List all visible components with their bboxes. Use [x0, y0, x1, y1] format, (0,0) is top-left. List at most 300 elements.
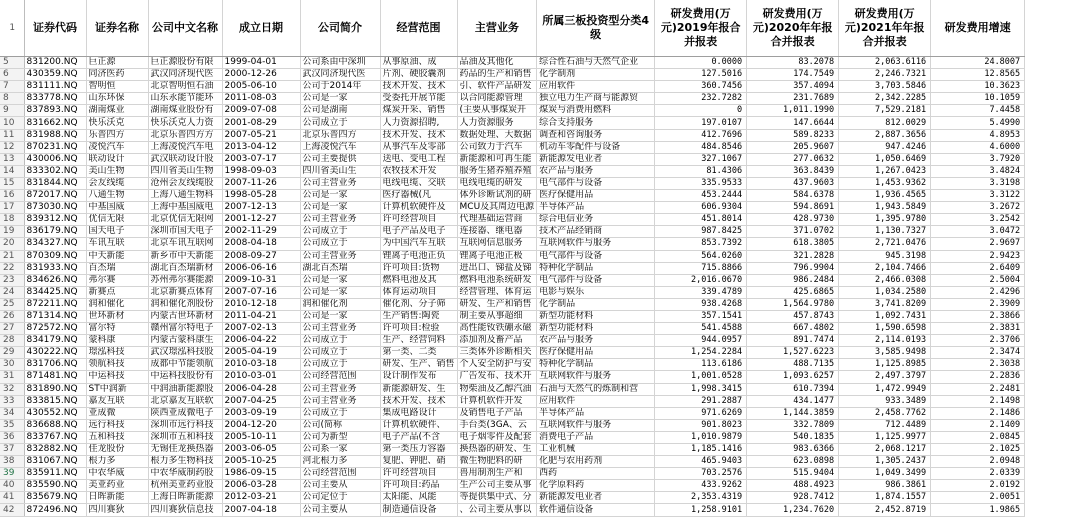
cell-name[interactable]: 百杰瑞 [86, 262, 148, 274]
cell-rd2019[interactable]: 541.4588 [655, 323, 747, 335]
cell-code[interactable]: 871314.NQ [24, 310, 86, 322]
cell-rd2021[interactable]: 947.4246 [839, 141, 931, 153]
cell-full-name[interactable]: 湖南煤业股份有 [148, 105, 222, 117]
cell-name[interactable]: 中运科技 [86, 371, 148, 383]
cell-code[interactable]: 872496.NQ [24, 504, 86, 516]
cell-growth[interactable]: 2.3038 [931, 359, 1025, 371]
cell-scope[interactable]: 片剂、硬胶囊剂 [380, 69, 457, 81]
cell-full-name[interactable]: 湖北百杰瑞新材 [148, 262, 222, 274]
cell-scope[interactable]: 许可项目:药品 [380, 480, 457, 492]
cell-rd2021[interactable]: 1,943.5849 [839, 202, 931, 214]
cell-intro[interactable]: 上海凌悦汽车 [300, 141, 380, 153]
cell-code[interactable]: 871481.NQ [24, 371, 86, 383]
cell-rd2020[interactable]: 428.9730 [747, 214, 839, 226]
cell-scope[interactable]: 锂离子电池正负 [380, 250, 457, 262]
cell-rd2019[interactable]: 484.8546 [655, 141, 747, 153]
cell-name[interactable]: 远行科技 [86, 419, 148, 431]
cell-intro[interactable]: 湖北百杰瑞 [300, 262, 380, 274]
cell-rd2019[interactable]: 1,185.1416 [655, 444, 747, 456]
cell-code[interactable]: 835590.NQ [24, 480, 86, 492]
cell-rd2020[interactable]: 986.2484 [747, 274, 839, 286]
cell-name[interactable]: 美山生物 [86, 165, 148, 177]
cell-name[interactable]: 美亚药业 [86, 480, 148, 492]
cell-growth[interactable]: 2.0051 [931, 492, 1025, 504]
row-number[interactable]: 21 [0, 250, 24, 262]
cell-full-name[interactable]: 四川赛狄信息技 [148, 504, 222, 516]
row-number[interactable]: 40 [0, 480, 24, 492]
cell-founded[interactable]: 2011-04-21 [222, 310, 300, 322]
cell-business[interactable]: 三类体外诊断相关 [457, 347, 537, 359]
row-number[interactable]: 38 [0, 456, 24, 468]
cell-rd2021[interactable]: 1,125.9977 [839, 431, 931, 443]
cell-rd2019[interactable]: 938.4268 [655, 298, 747, 310]
row-number[interactable]: 34 [0, 407, 24, 419]
cell-business[interactable]: 新能源和可再生能 [457, 153, 537, 165]
cell-intro[interactable]: 四川省美山生 [300, 165, 380, 177]
cell-scope[interactable]: 送电、变电工程 [380, 153, 457, 165]
cell-intro[interactable]: 公司系由中深圳 [300, 57, 380, 69]
cell-growth[interactable]: 3.2672 [931, 202, 1025, 214]
cell-name[interactable]: 五和科技 [86, 431, 148, 443]
cell-industry[interactable]: 医疗保健用品 [537, 347, 655, 359]
cell-rd2020[interactable]: 83.2078 [747, 57, 839, 69]
cell-business[interactable]: 生产公司主要从事 [457, 480, 537, 492]
cell-business[interactable]: 等提供集中式、分 [457, 492, 537, 504]
cell-code[interactable]: 835679.NQ [24, 492, 86, 504]
cell-code[interactable]: 872017.NQ [24, 190, 86, 202]
cell-rd2020[interactable]: 231.7689 [747, 93, 839, 105]
cell-rd2019[interactable]: 453.2444 [655, 190, 747, 202]
cell-name[interactable]: 润和催化 [86, 298, 148, 310]
cell-growth[interactable]: 24.8007 [931, 57, 1025, 69]
cell-full-name[interactable]: 内蒙古世环新材 [148, 310, 222, 322]
cell-scope[interactable]: 许可项目:检验 [380, 323, 457, 335]
row-number[interactable]: 42 [0, 504, 24, 516]
cell-intro[interactable]: 公司定位于 [300, 492, 380, 504]
cell-industry[interactable]: 电气部件与设备 [537, 250, 655, 262]
cell-founded[interactable]: 2001-12-27 [222, 214, 300, 226]
cell-industry[interactable]: 电气部件与设备 [537, 177, 655, 189]
cell-business[interactable]: 及销售电子产品 [457, 407, 537, 419]
cell-business[interactable]: 高性能钕铁硼永磁 [457, 323, 537, 335]
cell-code[interactable]: 430006.NQ [24, 153, 86, 165]
cell-rd2021[interactable]: 1,267.0423 [839, 165, 931, 177]
cell-name[interactable]: 巨正源 [86, 57, 148, 69]
row-number[interactable]: 26 [0, 310, 24, 322]
col-header-business[interactable]: 主营业务 [457, 0, 537, 57]
cell-scope[interactable]: 许可经营项目 [380, 468, 457, 480]
cell-rd2021[interactable]: 2,246.7321 [839, 69, 931, 81]
cell-industry[interactable]: 化学原料药 [537, 480, 655, 492]
cell-industry[interactable]: 特种化学制品 [537, 262, 655, 274]
cell-founded[interactable]: 2007-04-18 [222, 504, 300, 516]
col-header-full-name[interactable]: 公司中文名称 [148, 0, 222, 57]
cell-rd2021[interactable]: 945.3198 [839, 250, 931, 262]
cell-rd2021[interactable]: 1,092.7431 [839, 310, 931, 322]
cell-name[interactable]: 山东环保 [86, 93, 148, 105]
cell-business[interactable]: 制主要从事超细 [457, 310, 537, 322]
cell-name[interactable]: 新赛点 [86, 286, 148, 298]
cell-rd2019[interactable]: 412.7696 [655, 129, 747, 141]
cell-scope[interactable]: 生产销售:陶瓷 [380, 310, 457, 322]
cell-full-name[interactable]: 深圳市远行科技 [148, 419, 222, 431]
cell-business[interactable]: 电子烟零件及配套 [457, 431, 537, 443]
cell-growth[interactable]: 4.6000 [931, 141, 1025, 153]
cell-intro[interactable]: 公司成立于 [300, 335, 380, 347]
cell-name[interactable]: ST中润新 [86, 383, 148, 395]
cell-intro[interactable]: 公司经营范围 [300, 371, 380, 383]
cell-business[interactable]: 进出口、锑盐及锑 [457, 262, 537, 274]
cell-full-name[interactable]: 北京智明恒石油 [148, 81, 222, 93]
cell-full-name[interactable]: 武汉同济现代医 [148, 69, 222, 81]
cell-rd2019[interactable]: 853.7392 [655, 238, 747, 250]
cell-name[interactable]: 富尔特 [86, 323, 148, 335]
cell-intro[interactable]: 公司主营业务 [300, 214, 380, 226]
cell-industry[interactable]: 新能源发电业者 [537, 492, 655, 504]
cell-code[interactable]: 833767.NQ [24, 431, 86, 443]
cell-name[interactable]: 弗尔赛 [86, 274, 148, 286]
cell-rd2020[interactable]: 1,527.6223 [747, 347, 839, 359]
cell-industry[interactable]: 综合电信业务 [537, 214, 655, 226]
cell-business[interactable]: 添加剂及畜产品 [457, 335, 537, 347]
col-header-industry[interactable]: 所属三板投资型分类4级 [537, 0, 655, 57]
cell-rd2020[interactable]: 437.9603 [747, 177, 839, 189]
cell-founded[interactable]: 2006-04-28 [222, 383, 300, 395]
cell-rd2019[interactable]: 327.1067 [655, 153, 747, 165]
cell-industry[interactable]: 互联网软件与服务 [537, 371, 655, 383]
cell-growth[interactable]: 3.2542 [931, 214, 1025, 226]
cell-name[interactable]: 世环新材 [86, 310, 148, 322]
cell-rd2020[interactable]: 796.9904 [747, 262, 839, 274]
cell-founded[interactable]: 2013-04-12 [222, 141, 300, 153]
cell-growth[interactable]: 3.4824 [931, 165, 1025, 177]
cell-name[interactable]: 四川赛狄 [86, 504, 148, 516]
cell-rd2019[interactable]: 2,353.4319 [655, 492, 747, 504]
cell-scope[interactable]: 技术开发、技术 [380, 395, 457, 407]
cell-industry[interactable]: 农产品与服务 [537, 335, 655, 347]
cell-rd2020[interactable]: 891.7474 [747, 335, 839, 347]
cell-scope[interactable]: 设计制作发布 [380, 371, 457, 383]
cell-rd2021[interactable]: 2,342.2285 [839, 93, 931, 105]
cell-scope[interactable]: 从事原油、成 [380, 57, 457, 69]
cell-full-name[interactable]: 北京新赛点体育 [148, 286, 222, 298]
cell-full-name[interactable]: 上海凌悦汽车电 [148, 141, 222, 153]
cell-scope[interactable]: 受委托开展节能 [380, 93, 457, 105]
row-number[interactable]: 23 [0, 274, 24, 286]
cell-business[interactable]: 、公司主要从事以 [457, 504, 537, 516]
cell-full-name[interactable]: 四川省美山生物 [148, 165, 222, 177]
cell-name[interactable]: 湖南煤业 [86, 105, 148, 117]
cell-scope[interactable]: 农牧技术开发 [380, 165, 457, 177]
cell-rd2021[interactable]: 2,497.3797 [839, 371, 931, 383]
row-number[interactable]: 8 [0, 93, 24, 105]
cell-growth[interactable]: 2.3866 [931, 310, 1025, 322]
cell-business[interactable]: MCU及其周边电源 [457, 202, 537, 214]
cell-founded[interactable]: 1999-04-01 [222, 57, 300, 69]
cell-intro[interactable]: 润和催化剂 [300, 298, 380, 310]
cell-rd2020[interactable]: 1,093.6257 [747, 371, 839, 383]
cell-business[interactable]: 体外诊断试剂的研 [457, 190, 537, 202]
cell-rd2020[interactable]: 434.1477 [747, 395, 839, 407]
cell-full-name[interactable]: 巨正源股份有限 [148, 57, 222, 69]
row-number[interactable]: 30 [0, 359, 24, 371]
cell-rd2019[interactable]: 451.8014 [655, 214, 747, 226]
cell-rd2021[interactable]: 1,050.6469 [839, 153, 931, 165]
cell-intro[interactable]: 公司主营业务 [300, 395, 380, 407]
row-number[interactable]: 14 [0, 165, 24, 177]
row-number[interactable]: 28 [0, 335, 24, 347]
cell-rd2021[interactable]: 2,452.8719 [839, 504, 931, 516]
cell-scope[interactable]: 电子产品及电子 [380, 226, 457, 238]
cell-name[interactable]: 中天新能 [86, 250, 148, 262]
cell-rd2020[interactable]: 332.7809 [747, 419, 839, 431]
cell-code[interactable]: 836179.NQ [24, 226, 86, 238]
cell-industry[interactable]: 化学制剂 [537, 69, 655, 81]
cell-rd2019[interactable]: 127.5016 [655, 69, 747, 81]
row-number[interactable]: 13 [0, 153, 24, 165]
cell-rd2021[interactable]: 1,049.3499 [839, 468, 931, 480]
cell-founded[interactable]: 2008-09-27 [222, 250, 300, 262]
cell-founded[interactable]: 2002-11-29 [222, 226, 300, 238]
cell-business[interactable]: 服务生猪养殖养殖 [457, 165, 537, 177]
cell-intro[interactable]: 公司为新型 [300, 431, 380, 443]
cell-founded[interactable]: 2003-07-17 [222, 153, 300, 165]
cell-scope[interactable]: 太阳能、风能 [380, 492, 457, 504]
cell-growth[interactable]: 2.0948 [931, 456, 1025, 468]
cell-scope[interactable]: 许可项目:货物 [380, 262, 457, 274]
cell-scope[interactable]: 研发、生产、销售 [380, 359, 457, 371]
cell-full-name[interactable]: 山东永能节能环 [148, 93, 222, 105]
cell-scope[interactable]: 体育运动项目 [380, 286, 457, 298]
cell-industry[interactable]: 机动车零配件与设备 [537, 141, 655, 153]
cell-industry[interactable]: 石油与天然气的炼制和营 [537, 383, 655, 395]
cell-rd2020[interactable]: 1,234.7620 [747, 504, 839, 516]
cell-business[interactable]: (主要从事煤炭开 [457, 105, 537, 117]
cell-rd2020[interactable]: 1,011.1990 [747, 105, 839, 117]
cell-intro[interactable]: 公司成立于 [300, 407, 380, 419]
cell-name[interactable]: 优信无限 [86, 214, 148, 226]
cell-industry[interactable]: 综合性石油与天然气企业 [537, 57, 655, 69]
cell-full-name[interactable]: 北京乐普四方方 [148, 129, 222, 141]
cell-intro[interactable]: 公司主营业务 [300, 383, 380, 395]
cell-business[interactable]: 经营管理、体育运 [457, 286, 537, 298]
col-header-rd2019[interactable]: 研发费用(万元)2019年报合并报表 [655, 0, 747, 57]
cell-growth[interactable]: 3.0472 [931, 226, 1025, 238]
col-header-intro[interactable]: 公司简介 [300, 0, 380, 57]
cell-rd2020[interactable]: 425.6865 [747, 286, 839, 298]
cell-code[interactable]: 430359.NQ [24, 69, 86, 81]
cell-scope[interactable]: 许可经营项目 [380, 214, 457, 226]
cell-industry[interactable]: 应用软件 [537, 81, 655, 93]
cell-intro[interactable]: 公司于2014年 [300, 81, 380, 93]
cell-full-name[interactable]: 深圳市国天电子 [148, 226, 222, 238]
cell-rd2020[interactable]: 1,144.3859 [747, 407, 839, 419]
cell-growth[interactable]: 2.1498 [931, 395, 1025, 407]
cell-code[interactable]: 831988.NQ [24, 129, 86, 141]
cell-full-name[interactable]: 陕西亚成微电子 [148, 407, 222, 419]
cell-name[interactable]: 领航科技 [86, 359, 148, 371]
cell-industry[interactable]: 技术产品经销商 [537, 226, 655, 238]
col-header-rd2020[interactable]: 研发费用(万元)2020年年报合并报表 [747, 0, 839, 57]
cell-growth[interactable]: 7.4458 [931, 105, 1025, 117]
cell-rd2021[interactable]: 2,068.1217 [839, 444, 931, 456]
cell-full-name[interactable]: 苏州弗尔赛能源 [148, 274, 222, 286]
cell-rd2019[interactable]: 901.8023 [655, 419, 747, 431]
cell-business[interactable]: 换热器的研发、生 [457, 444, 537, 456]
cell-full-name[interactable]: 赣州富尔特电子 [148, 323, 222, 335]
cell-scope[interactable]: 技术开发、技术 [380, 129, 457, 141]
cell-code[interactable]: 430552.NQ [24, 407, 86, 419]
row-number[interactable]: 22 [0, 262, 24, 274]
cell-business[interactable]: 计算机软件开发 [457, 395, 537, 407]
cell-scope[interactable]: 计算机软硬件、 [380, 419, 457, 431]
cell-founded[interactable]: 2007-07-16 [222, 286, 300, 298]
row-number[interactable]: 25 [0, 298, 24, 310]
cell-growth[interactable]: 2.1409 [931, 419, 1025, 431]
cell-rd2019[interactable]: 357.1541 [655, 310, 747, 322]
cell-intro[interactable]: 公司是一家 [300, 93, 380, 105]
col-header-rd2021[interactable]: 研发费用(万元)2021年年报合并报表 [839, 0, 931, 57]
cell-rd2020[interactable]: 618.3805 [747, 238, 839, 250]
cell-founded[interactable]: 2010-03-18 [222, 359, 300, 371]
cell-rd2021[interactable]: 2,114.0193 [839, 335, 931, 347]
cell-business[interactable]: 研发、生产和销售 [457, 298, 537, 310]
cell-founded[interactable]: 2007-02-13 [222, 323, 300, 335]
cell-scope[interactable]: 计算机软硬件及 [380, 202, 457, 214]
cell-business[interactable]: 微生物肥料的研 [457, 456, 537, 468]
cell-intro[interactable]: 公司主要从 [300, 504, 380, 516]
cell-rd2021[interactable]: 1,034.2580 [839, 286, 931, 298]
row-number[interactable]: 36 [0, 431, 24, 443]
cell-business[interactable]: 广告发布、技术开 [457, 371, 537, 383]
cell-code[interactable]: 834179.NQ [24, 335, 86, 347]
row-number[interactable]: 7 [0, 81, 24, 93]
cell-name[interactable]: 佳龙股份 [86, 444, 148, 456]
cell-rd2021[interactable]: 986.3861 [839, 480, 931, 492]
cell-rd2020[interactable]: 667.4802 [747, 323, 839, 335]
cell-industry[interactable]: 新能源发电业者 [537, 153, 655, 165]
cell-rd2020[interactable]: 357.4094 [747, 81, 839, 93]
cell-business[interactable]: 个人安全防护与安 [457, 359, 537, 371]
cell-code[interactable]: 834327.NQ [24, 238, 86, 250]
cell-business[interactable]: 燃料电池系统研发 [457, 274, 537, 286]
cell-rd2019[interactable]: 971.6269 [655, 407, 747, 419]
cell-founded[interactable]: 2009-07-08 [222, 105, 300, 117]
cell-code[interactable]: 831890.NQ [24, 383, 86, 395]
cell-industry[interactable]: 西药 [537, 468, 655, 480]
cell-founded[interactable]: 2009-10-31 [222, 274, 300, 286]
row-number[interactable]: 37 [0, 444, 24, 456]
cell-full-name[interactable]: 北京嘉友互联软 [148, 395, 222, 407]
cell-rd2019[interactable]: 335.9533 [655, 177, 747, 189]
cell-rd2021[interactable]: 2,466.0308 [839, 274, 931, 286]
cell-industry[interactable]: 煤炭与消费用燃料 [537, 105, 655, 117]
row-number[interactable]: 33 [0, 395, 24, 407]
cell-intro[interactable]: 公司是一家 [300, 274, 380, 286]
cell-founded[interactable]: 2010-03-01 [222, 371, 300, 383]
cell-rd2020[interactable]: 205.9607 [747, 141, 839, 153]
cell-rd2021[interactable]: 1,874.1557 [839, 492, 931, 504]
cell-rd2021[interactable]: 812.0029 [839, 117, 931, 129]
cell-rd2021[interactable]: 3,703.5846 [839, 81, 931, 93]
cell-rd2021[interactable]: 2,063.6116 [839, 57, 931, 69]
cell-intro[interactable]: 公司是一家 [300, 286, 380, 298]
cell-business[interactable]: 品油及其他化 [457, 57, 537, 69]
cell-growth[interactable]: 4.8953 [931, 129, 1025, 141]
cell-scope[interactable]: 电线电缆、交联 [380, 177, 457, 189]
cell-code[interactable]: 833302.NQ [24, 165, 86, 177]
cell-full-name[interactable]: 沧州会友线缆股 [148, 177, 222, 189]
row-number[interactable]: 27 [0, 323, 24, 335]
cell-founded[interactable]: 2007-05-21 [222, 129, 300, 141]
cell-full-name[interactable]: 杭州美亚药业股 [148, 480, 222, 492]
cell-intro[interactable]: 公司主要从 [300, 480, 380, 492]
cell-founded[interactable]: 2011-08-03 [222, 93, 300, 105]
cell-growth[interactable]: 2.4296 [931, 286, 1025, 298]
cell-industry[interactable]: 化肥与农用药剂 [537, 456, 655, 468]
cell-name[interactable]: 中基国威 [86, 202, 148, 214]
cell-rd2019[interactable]: 1,001.0528 [655, 371, 747, 383]
cell-rd2019[interactable]: 197.0107 [655, 117, 747, 129]
cell-intro[interactable]: 公司成立于 [300, 238, 380, 250]
cell-code[interactable]: 833815.NQ [24, 395, 86, 407]
cell-industry[interactable]: 化学制品 [537, 298, 655, 310]
cell-name[interactable]: 亚成微 [86, 407, 148, 419]
cell-rd2021[interactable]: 1,472.9949 [839, 383, 931, 395]
cell-rd2020[interactable]: 589.8233 [747, 129, 839, 141]
cell-rd2019[interactable]: 339.4789 [655, 286, 747, 298]
cell-growth[interactable]: 3.3198 [931, 177, 1025, 189]
cell-scope[interactable]: 新能源研发、生 [380, 383, 457, 395]
cell-full-name[interactable]: 上海中基国威电 [148, 202, 222, 214]
cell-rd2019[interactable]: 703.2576 [655, 468, 747, 480]
cell-code[interactable]: 836688.NQ [24, 419, 86, 431]
cell-rd2021[interactable]: 3,741.8209 [839, 298, 931, 310]
cell-rd2021[interactable]: 2,721.0476 [839, 238, 931, 250]
cell-industry[interactable]: 电影与娱乐 [537, 286, 655, 298]
cell-code[interactable]: 834425.NQ [24, 286, 86, 298]
cell-industry[interactable]: 电气部件与设备 [537, 274, 655, 286]
cell-scope[interactable]: 集成电路设计 [380, 407, 457, 419]
cell-name[interactable]: 智明恒 [86, 81, 148, 93]
cell-business[interactable]: 人力资源服务 [457, 117, 537, 129]
cell-founded[interactable]: 1998-09-03 [222, 165, 300, 177]
cell-name[interactable]: 中农华威 [86, 468, 148, 480]
cell-founded[interactable]: 2012-03-21 [222, 492, 300, 504]
cell-name[interactable]: 八通生物 [86, 190, 148, 202]
cell-scope[interactable]: 第一类、二类 [380, 347, 457, 359]
cell-rd2019[interactable]: 715.8866 [655, 262, 747, 274]
row-number[interactable]: 5 [0, 57, 24, 69]
cell-code[interactable]: 835911.NQ [24, 468, 86, 480]
cell-rd2021[interactable]: 1,305.2437 [839, 456, 931, 468]
cell-rd2020[interactable]: 584.6378 [747, 190, 839, 202]
cell-rd2019[interactable]: 564.0260 [655, 250, 747, 262]
cell-full-name[interactable]: 中润油新能源股 [148, 383, 222, 395]
cell-full-name[interactable]: 根力多生物科技 [148, 456, 222, 468]
col-header-growth[interactable]: 研发费用增速 [931, 0, 1025, 57]
cell-code[interactable]: 872211.NQ [24, 298, 86, 310]
cell-scope[interactable]: 技术开发、技术 [380, 81, 457, 93]
cell-rd2020[interactable]: 488.7135 [747, 359, 839, 371]
cell-code[interactable]: 831067.NQ [24, 456, 86, 468]
cell-founded[interactable]: 2004-12-20 [222, 419, 300, 431]
cell-intro[interactable]: 河北根力多 [300, 456, 380, 468]
cell-scope[interactable]: 第一类压力容器 [380, 444, 457, 456]
cell-code[interactable]: 873030.NQ [24, 202, 86, 214]
cell-growth[interactable]: 10.1059 [931, 93, 1025, 105]
cell-full-name[interactable]: 上海八通生物科 [148, 190, 222, 202]
